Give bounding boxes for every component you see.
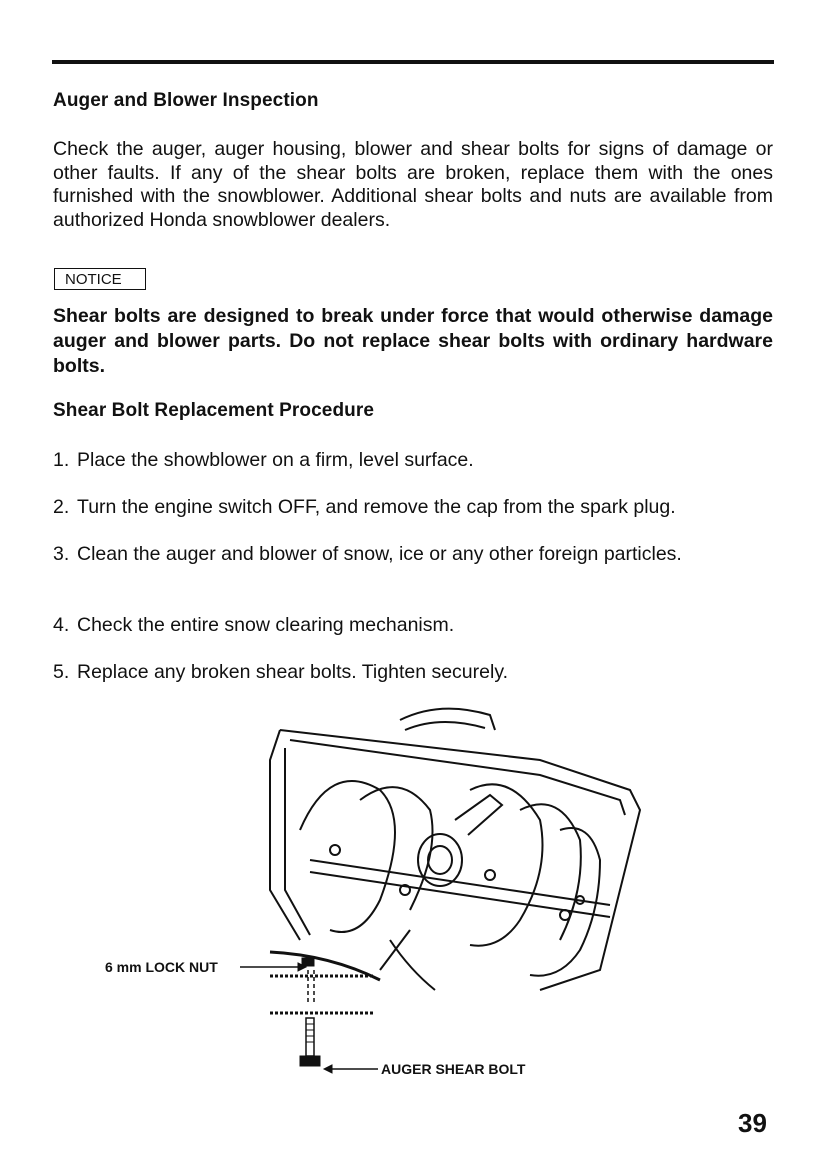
step-text: Turn the engine switch OFF, and remove the cap from the spark plug. [77,496,676,518]
shear-bolt-label: AUGER SHEAR BOLT [381,1061,526,1077]
step-number: 2. [53,496,70,518]
inspection-paragraph: Check the auger, auger housing, blower and shear bolts for signs of damage or other faults. If any of the shear bolts are broken, replace them with the ones furnished with the snowblower. Additional shear bolts and nuts are available from authorized Honda snowblower dealers. [53,138,773,231]
procedure-step [53,543,773,567]
step-number: 5. [53,661,70,683]
auger-illustration [240,700,660,1090]
step-text: Place the showblower on a firm, level surface. [77,449,474,471]
step-number: 3. [53,543,70,565]
notice-label: NOTICE [54,268,146,290]
section-heading: Auger and Blower Inspection [53,90,319,111]
step-text: Check the entire snow clearing mechanism. [77,614,455,636]
procedure-step [53,614,773,638]
step-number: 4. [53,614,70,636]
procedure-step [53,496,773,520]
lock-nut-label: 6 mm LOCK NUT [105,959,218,975]
page-number: 39 [738,1108,767,1138]
step-text: Replace any broken shear bolts. Tighten securely. [77,661,509,683]
step-number: 1. [53,449,70,471]
procedure-step [53,661,773,685]
notice-text: Shear bolts are designed to break under force that would otherwise damage auger and blower parts. Do not replace shear bolts with ordinary hardware bolts. [53,305,773,377]
step-text: Clean the auger and blower of snow, ice or any other foreign particles. [77,543,682,565]
procedure-step [53,449,773,473]
top-rule [52,60,774,64]
procedure-heading: Shear Bolt Replacement Procedure [53,400,375,421]
